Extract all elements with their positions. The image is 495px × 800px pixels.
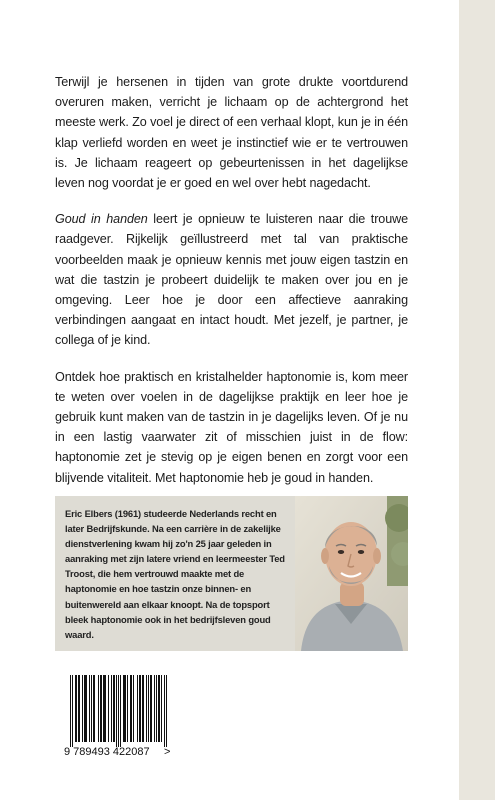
barcode-bar [166, 675, 167, 747]
barcode-bar [111, 675, 112, 742]
barcode-bar [84, 675, 85, 742]
barcode-bar [103, 675, 104, 742]
barcode-bar [76, 675, 77, 742]
barcode-bar [159, 675, 160, 742]
barcode-bar [142, 675, 143, 742]
barcode-bar [148, 675, 149, 742]
barcode-bar [70, 675, 71, 747]
isbn-digits: 9 789493 422087 [64, 746, 150, 758]
barcode-bar [85, 675, 86, 742]
barcode-bar [139, 675, 140, 742]
barcode-bar [94, 675, 95, 742]
barcode-bar [146, 675, 147, 742]
barcode-bar [131, 675, 132, 742]
barcode-bar [133, 675, 134, 742]
barcode-bar [150, 675, 151, 742]
barcode-bar [78, 675, 79, 742]
barcode-bar [108, 675, 109, 742]
barcode-bar [125, 675, 126, 742]
barcode-bar [120, 675, 121, 747]
barcode-bar [100, 675, 101, 742]
barcode-bar [143, 675, 144, 742]
barcode-bar [98, 675, 99, 742]
barcode-bar [124, 675, 125, 742]
barcode-bar [79, 675, 80, 742]
barcode-bar [151, 675, 152, 742]
barcode-bar [130, 675, 131, 742]
barcode-bar [113, 675, 114, 742]
spine-edge [459, 0, 495, 800]
barcode-bar [127, 675, 128, 742]
book-title-inline: Goud in handen [55, 212, 148, 227]
barcode-bar [91, 675, 92, 742]
barcode-bar [137, 675, 138, 742]
barcode-bar [93, 675, 94, 742]
paragraph-1: Terwijl je hersenen in tijden van grote drukte voortdurend overuren maken, verricht je lichaam op de achtergrond het meeste werk. Zo voel je direct of een verhaal klopt, kun je in één klap verliefd worden en weet je instinctief wie er te vertrouwen is. Je lichaam reageert op gebeurtenissen in het dagelijkse leven nog voordat je er goed en wel over hebt nagedacht. [55, 75, 408, 191]
barcode-bar [116, 675, 117, 747]
barcode-bar [75, 675, 76, 742]
barcode-bar [161, 675, 162, 742]
barcode-icon [64, 673, 172, 758]
barcode-bar [156, 675, 157, 742]
barcode-bar [72, 675, 73, 747]
author-bio-box [55, 496, 408, 651]
barcode-bar [86, 675, 87, 742]
paragraph-2 [55, 209, 408, 350]
barcode-bar [158, 675, 159, 742]
isbn-marker: > [164, 746, 171, 758]
barcode-bar [89, 675, 90, 742]
barcode-bar [118, 675, 119, 747]
barcode-bar [140, 675, 141, 742]
barcode-bar [101, 675, 102, 742]
barcode-bar [114, 675, 115, 742]
barcode-bar [105, 675, 106, 742]
barcode-bar [154, 675, 155, 742]
barcode-bar [104, 675, 105, 742]
barcode-bar [164, 675, 165, 747]
author-bio-text: Eric Elbers (1961) studeerde Nederlands recht en later Bedrijfskunde. Na een carrière in de zakelijke dienstverlening kwam hij zo'n 25 jaar geleden in aanraking met zijn latere vriend en leermeester Ted Troost, die hem vertrouwd maakte met de haptonomie en hoe tastzin onze binnen- en buitenwereld aan elkaar knoopt. Na de topsport bleek haptonomie ook in het bedrijfsleven goud waard. [65, 508, 285, 640]
paragraph-3: Ontdek hoe praktisch en kristalhelder haptonomie is, kom meer te weten over voelen in de dagelijkse praktijk en leer hoe je gebruik kunt maken van de tastzin in je dagelijks leven. Of je nu in een lastig vaarwater zit of misschien juist in de flow: haptonomie zet je stevig op je eigen benen en zorgt voor een blijvende vitaliteit. Met haptonomie heb je goud in handen. [55, 369, 408, 485]
barcode-bar [82, 675, 83, 742]
author-photo [295, 496, 408, 651]
barcode-bar [123, 675, 124, 742]
blurb-text [55, 72, 408, 504]
paragraph-2-body: leert je opnieuw te luisteren naar die trouwe raadgever. Rijkelijk geïllustreerd met tal van praktische voorbeelden maak je opnieuw kennis met jouw eigen tastzin en wat die tastzin je probeert duidelijk te maken over jou en je omgeving. Leer hoe je door een affectieve aanraking verbindingen aangaat en intact houdt. Met jezelf, je partner, je collega of je kind. [55, 212, 408, 348]
